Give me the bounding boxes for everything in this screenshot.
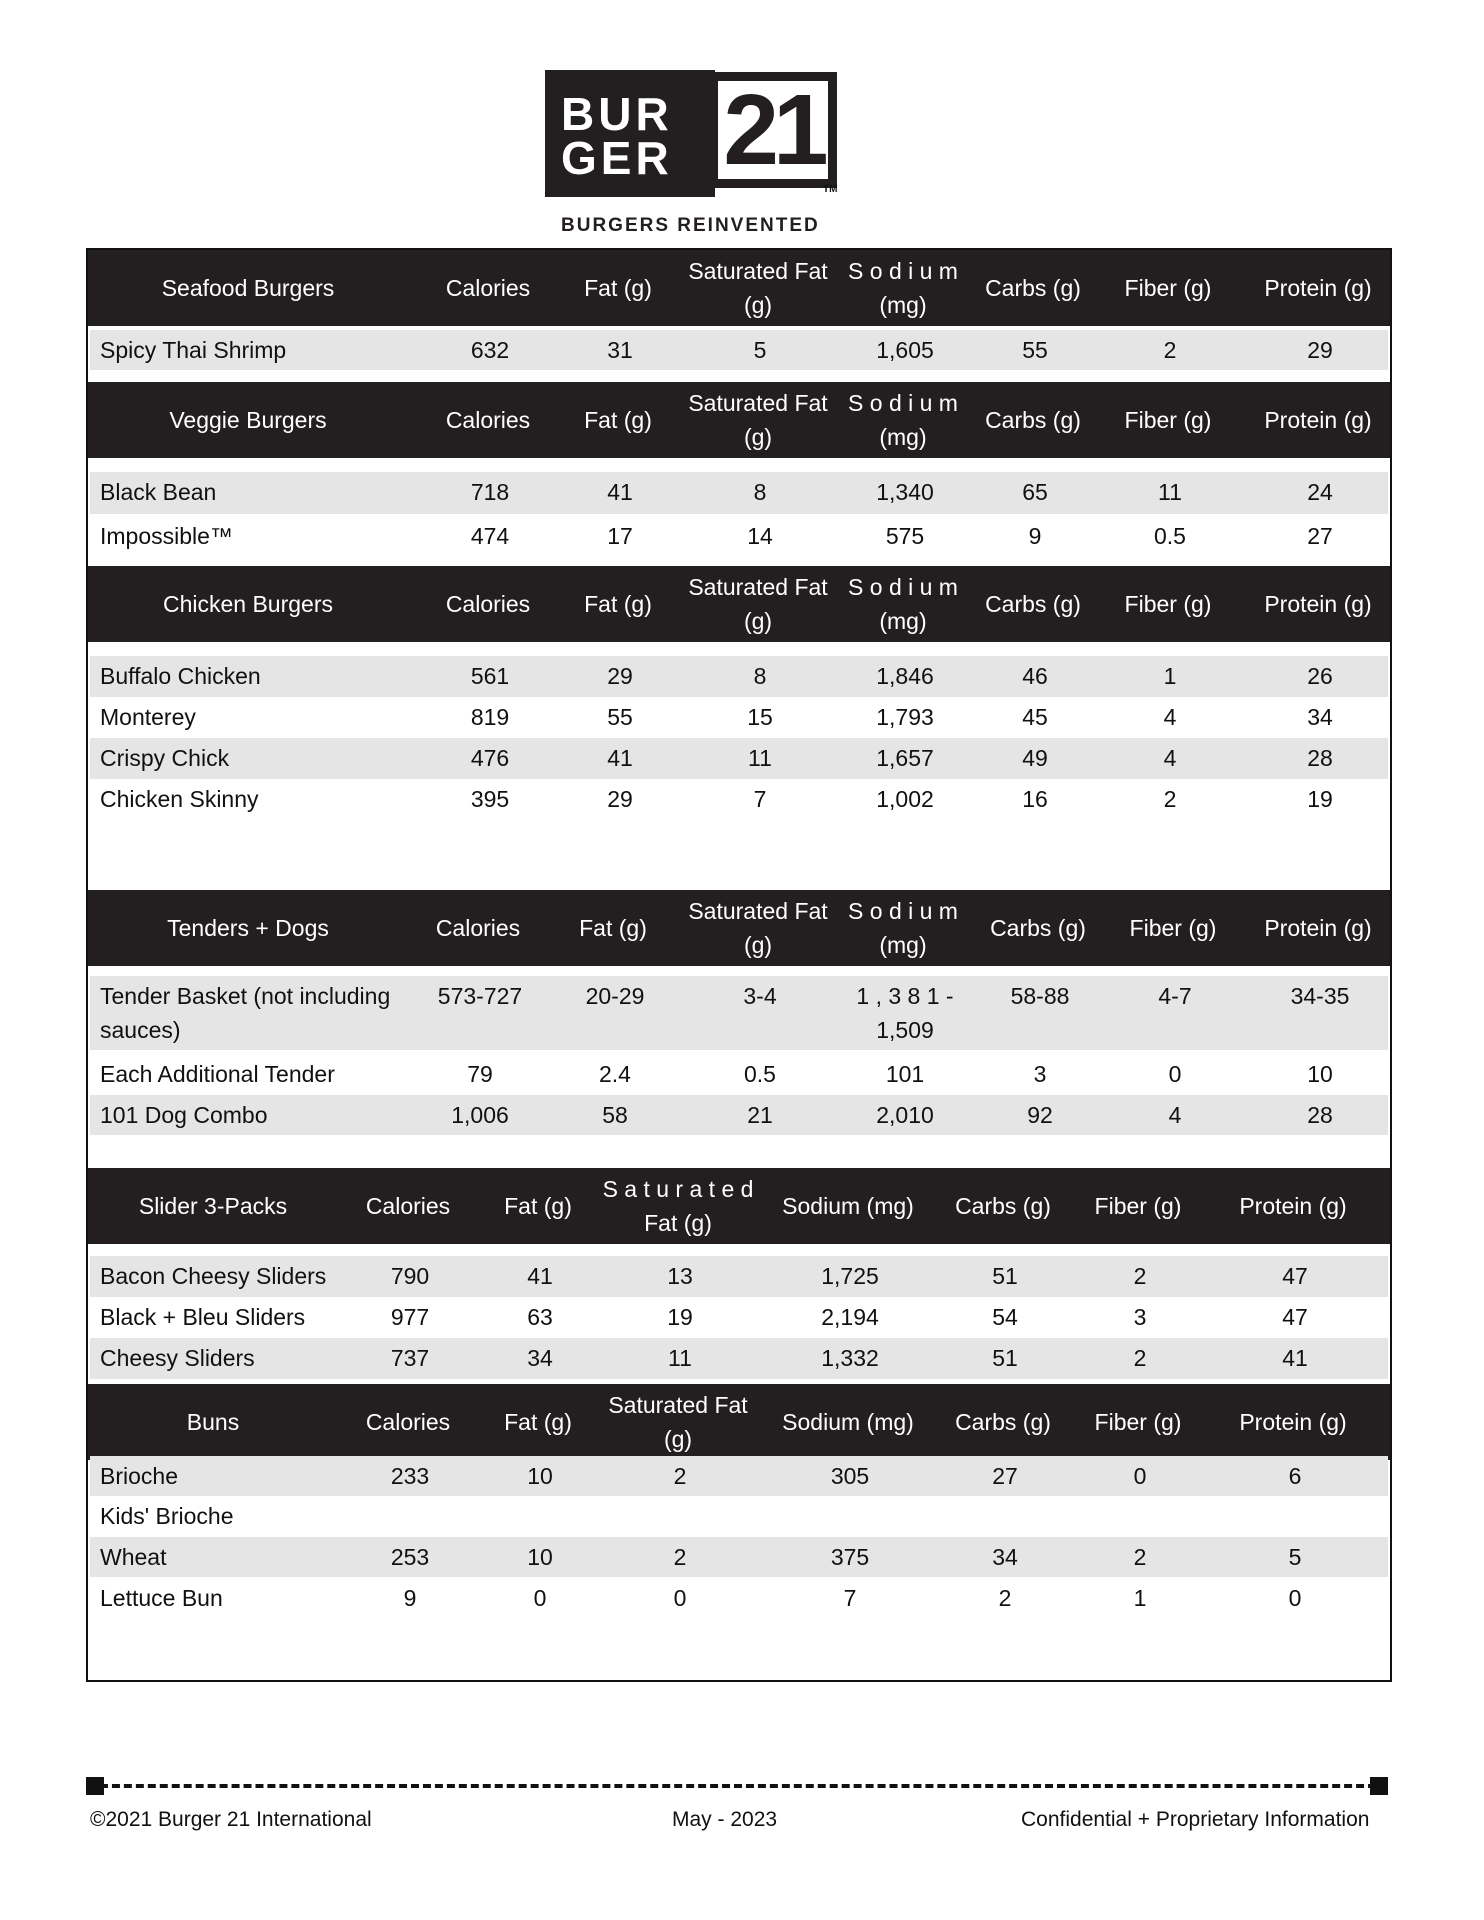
logo-trademark: TM — [823, 184, 838, 195]
sliders-header-cell: Slider 3-Packs — [138, 1193, 288, 1219]
veggie-header-cell: Calories — [445, 407, 531, 433]
tenders-header-cell: Saturated Fat (g) — [688, 898, 828, 958]
seafood-header-cell: Fat (g) — [584, 275, 652, 301]
nutrition-value: 8 — [753, 479, 767, 505]
nutrition-value: 561 — [470, 663, 510, 689]
nutrition-value: 11 — [748, 745, 772, 771]
nutrition-value: 47 — [1282, 1263, 1308, 1289]
table-row — [90, 697, 1388, 738]
nutrition-value: 47 — [1282, 1304, 1308, 1330]
item-name: Spicy Thai Shrimp — [100, 337, 287, 363]
item-name: Crispy Chick — [100, 745, 230, 771]
tenders-header-cell: Protein (g) — [1264, 915, 1372, 941]
item-name: Kids' Brioche — [100, 1503, 234, 1529]
nutrition-value: 0 — [533, 1585, 547, 1611]
nutrition-value: 2 — [1163, 337, 1177, 363]
tenders-header-cell: Calories — [435, 915, 521, 941]
nutrition-value: 24 — [1307, 479, 1333, 505]
nutrition-value: 5 — [753, 337, 767, 363]
veggie-header-cell: Saturated Fat (g) — [688, 390, 828, 450]
chicken-header-cell: Calories — [445, 591, 531, 617]
nutrition-value: 0.5 — [1154, 523, 1186, 549]
item-name: Cheesy Sliders — [100, 1345, 255, 1371]
nutrition-value: 20-29 — [585, 983, 645, 1009]
veggie-header-cell: Carbs (g) — [985, 407, 1081, 433]
footer-copyright: ©2021 Burger 21 International — [90, 1808, 372, 1831]
nutrition-value: 2 — [1133, 1544, 1147, 1570]
nutrition-value: 31 — [607, 337, 633, 363]
nutrition-value: 233 — [390, 1463, 430, 1489]
nutrition-value: 0 — [673, 1585, 687, 1611]
nutrition-value: 395 — [470, 786, 510, 812]
nutrition-value: 55 — [607, 704, 633, 730]
nutrition-value: 63 — [527, 1304, 553, 1330]
nutrition-value: 474 — [470, 523, 510, 549]
nutrition-value: 632 — [470, 337, 510, 363]
nutrition-value: 27 — [992, 1463, 1018, 1489]
nutrition-value: 1,006 — [451, 1102, 509, 1128]
footer-confidential: Confidential + Proprietary Information — [1021, 1808, 1370, 1831]
table-row — [90, 472, 1388, 514]
buns-header-cell: Protein (g) — [1239, 1409, 1347, 1435]
seafood-header-cell: Saturated Fat (g) — [688, 258, 828, 318]
logo-number-box — [709, 72, 837, 188]
nutrition-value: 46 — [1022, 663, 1048, 689]
sliders-header-cell: Carbs (g) — [955, 1193, 1051, 1219]
nutrition-value: 3 — [1133, 1304, 1147, 1330]
sliders-header-row — [88, 1168, 1390, 1244]
footer-line-end-right — [1370, 1777, 1388, 1795]
tagline: BURGERS REINVENTED — [561, 215, 820, 236]
table-row — [90, 976, 1388, 1050]
seafood-header-cell: Seafood Burgers — [161, 275, 335, 301]
chicken-header-cell: Fiber (g) — [1124, 591, 1212, 617]
table-row — [90, 1456, 1388, 1496]
footer-date: May - 2023 — [672, 1808, 778, 1831]
nutrition-value: 41 — [607, 745, 633, 771]
seafood-header-cell: S o d i u m (mg) — [848, 258, 958, 318]
chicken-header-cell: Chicken Burgers — [162, 591, 334, 617]
nutrition-value: 4 — [1163, 704, 1177, 730]
table-row — [90, 779, 1388, 820]
tenders-header-row — [88, 890, 1390, 966]
nutrition-value: 10 — [1307, 1061, 1333, 1087]
nutrition-value: 819 — [470, 704, 510, 730]
nutrition-value: 26 — [1307, 663, 1333, 689]
veggie-header-cell: Fat (g) — [584, 407, 652, 433]
chicken-header-cell: Saturated Fat (g) — [688, 574, 828, 634]
nutrition-value: 34-35 — [1290, 983, 1350, 1009]
buns-header-cell: Fat (g) — [504, 1409, 572, 1435]
table-row — [90, 516, 1388, 558]
buns-header-cell: Saturated Fat (g) — [608, 1392, 748, 1452]
buns-header-cell: Fiber (g) — [1094, 1409, 1182, 1435]
item-name: Impossible™ — [100, 523, 233, 549]
veggie-header-cell: S o d i u m (mg) — [848, 390, 958, 450]
nutrition-value: 41 — [1282, 1345, 1308, 1371]
nutrition-value: 1,002 — [876, 786, 934, 812]
logo-number: 21 — [723, 74, 823, 186]
nutrition-value: 41 — [527, 1263, 553, 1289]
sliders-header-cell: Fat (g) — [504, 1193, 572, 1219]
nutrition-value: 2 — [998, 1585, 1012, 1611]
nutrition-value: 16 — [1022, 786, 1048, 812]
nutrition-value: 2 — [1133, 1263, 1147, 1289]
chicken-header-cell: Carbs (g) — [985, 591, 1081, 617]
nutrition-value: 977 — [390, 1304, 430, 1330]
nutrition-value: 29 — [607, 663, 633, 689]
tenders-header-cell: Carbs (g) — [990, 915, 1086, 941]
nutrition-value: 101 — [885, 1061, 925, 1087]
nutrition-value: 2 — [1163, 786, 1177, 812]
table-row — [90, 656, 1388, 697]
item-name: Lettuce Bun — [100, 1585, 223, 1611]
nutrition-value: 28 — [1307, 1102, 1333, 1128]
nutrition-value: 1 — [1133, 1585, 1147, 1611]
nutrition-value: 11 — [668, 1345, 692, 1371]
nutrition-value: 575 — [885, 523, 925, 549]
nutrition-value: 9 — [1028, 523, 1042, 549]
buns-header-cell: Calories — [365, 1409, 451, 1435]
item-name: Monterey — [100, 704, 196, 730]
nutrition-value: 476 — [470, 745, 510, 771]
table-row — [90, 1496, 1388, 1536]
item-name: Black Bean — [100, 479, 217, 505]
item-name: Chicken Skinny — [100, 786, 259, 812]
nutrition-value: 10 — [527, 1463, 553, 1489]
nutrition-value: 45 — [1022, 704, 1048, 730]
nutrition-value: 2 — [1133, 1345, 1147, 1371]
table-row — [90, 1095, 1388, 1135]
seafood-header-cell: Fiber (g) — [1124, 275, 1212, 301]
item-name: Bacon Cheesy Sliders — [100, 1263, 327, 1289]
nutrition-value: 51 — [992, 1345, 1018, 1371]
tenders-header-cell: Fiber (g) — [1129, 915, 1217, 941]
tenders-header-cell: S o d i u m (mg) — [848, 898, 958, 958]
chicken-header-row — [88, 566, 1390, 642]
nutrition-value: 58 — [602, 1102, 628, 1128]
nutrition-value: 19 — [667, 1304, 693, 1330]
sliders-header-cell: S a t u r a t e d Fat (g) — [602, 1176, 754, 1236]
nutrition-value: 21 — [747, 1102, 773, 1128]
item-name: Black + Bleu Sliders — [100, 1304, 306, 1330]
nutrition-value: 34 — [527, 1345, 553, 1371]
nutrition-value: 17 — [607, 523, 633, 549]
veggie-header-row — [88, 382, 1390, 458]
nutrition-value: 79 — [467, 1061, 493, 1087]
nutrition-value: 54 — [992, 1304, 1018, 1330]
logo-dark-box — [545, 70, 715, 197]
nutrition-value: 1,793 — [876, 704, 934, 730]
nutrition-value: 0 — [1168, 1061, 1182, 1087]
item-name: Brioche — [100, 1463, 178, 1489]
tenders-header-cell: Fat (g) — [579, 915, 647, 941]
nutrition-value: 1,332 — [821, 1345, 879, 1371]
nutrition-value: 4 — [1168, 1102, 1182, 1128]
seafood-header-cell: Calories — [445, 275, 531, 301]
veggie-header-cell: Veggie Burgers — [169, 407, 327, 433]
nutrition-value: 375 — [830, 1544, 870, 1570]
sliders-header-cell: Calories — [365, 1193, 451, 1219]
nutrition-value: 3 — [1033, 1061, 1047, 1087]
nutrition-value: 3-4 — [743, 983, 777, 1009]
nutrition-value: 14 — [747, 523, 773, 549]
nutrition-value: 19 — [1307, 786, 1333, 812]
nutrition-value: 34 — [1307, 704, 1333, 730]
nutrition-value: 49 — [1022, 745, 1048, 771]
nutrition-value: 13 — [667, 1263, 693, 1289]
chicken-header-cell: Protein (g) — [1264, 591, 1372, 617]
nutrition-value: 55 — [1022, 337, 1048, 363]
nutrition-value: 29 — [607, 786, 633, 812]
logo-word — [561, 88, 673, 184]
table-row — [90, 1256, 1388, 1297]
seafood-header-row — [88, 250, 1390, 326]
nutrition-value: 573-727 — [437, 983, 523, 1009]
nutrition-value: 0 — [1133, 1463, 1147, 1489]
sliders-header-cell: Protein (g) — [1239, 1193, 1347, 1219]
table-row — [90, 1338, 1388, 1379]
nutrition-value: 7 — [843, 1585, 857, 1611]
nutrition-value: 1 , 3 8 1 - 1,509 — [856, 983, 954, 1043]
nutrition-value: 2 — [673, 1463, 687, 1489]
nutrition-value: 1,846 — [876, 663, 934, 689]
table-row — [90, 330, 1388, 370]
nutrition-value: 1,340 — [876, 479, 934, 505]
table-row — [90, 1537, 1388, 1577]
sliders-header-cell: Fiber (g) — [1094, 1193, 1182, 1219]
buns-header-cell: Buns — [186, 1409, 240, 1435]
item-name: Buffalo Chicken — [100, 663, 261, 689]
nutrition-value: 58-88 — [1010, 983, 1070, 1009]
nutrition-value: 9 — [403, 1585, 417, 1611]
buns-header-cell: Carbs (g) — [955, 1409, 1051, 1435]
item-name: Tender Basket (not including sauces) — [100, 983, 391, 1043]
nutrition-value: 2,194 — [821, 1304, 879, 1330]
nutrition-value: 7 — [753, 786, 767, 812]
item-name: Wheat — [100, 1544, 167, 1570]
nutrition-value: 0 — [1288, 1585, 1302, 1611]
table-row — [90, 1054, 1388, 1094]
sliders-header-cell: Sodium (mg) — [782, 1193, 914, 1219]
nutrition-value: 2,010 — [876, 1102, 934, 1128]
nutrition-value: 8 — [753, 663, 767, 689]
nutrition-value: 305 — [830, 1463, 870, 1489]
nutrition-value: 4-7 — [1158, 983, 1192, 1009]
buns-header-cell: Sodium (mg) — [782, 1409, 914, 1435]
table-row — [90, 738, 1388, 779]
veggie-header-cell: Protein (g) — [1264, 407, 1372, 433]
nutrition-value: 2.4 — [599, 1061, 631, 1087]
brand-logo — [545, 70, 845, 242]
table-row — [90, 1578, 1388, 1618]
nutrition-value: 5 — [1288, 1544, 1302, 1570]
nutrition-value: 28 — [1307, 745, 1333, 771]
nutrition-value: 11 — [1158, 479, 1182, 505]
buns-header-row — [88, 1384, 1390, 1460]
nutrition-value: 790 — [390, 1263, 430, 1289]
nutrition-value: 34 — [992, 1544, 1018, 1570]
item-name: Each Additional Tender — [100, 1061, 335, 1087]
nutrition-value: 51 — [992, 1263, 1018, 1289]
nutrition-value: 253 — [390, 1544, 430, 1570]
chicken-header-cell: Fat (g) — [584, 591, 652, 617]
nutrition-value: 1,657 — [876, 745, 934, 771]
nutrition-value: 1,725 — [821, 1263, 879, 1289]
table-row — [90, 1297, 1388, 1338]
nutrition-value: 718 — [470, 479, 510, 505]
nutrition-value: 27 — [1307, 523, 1333, 549]
nutrition-value: 1 — [1163, 663, 1177, 689]
nutrition-value: 92 — [1027, 1102, 1053, 1128]
nutrition-value: 1,605 — [876, 337, 934, 363]
nutrition-value: 6 — [1288, 1463, 1302, 1489]
nutrition-value: 10 — [527, 1544, 553, 1570]
nutrition-value: 15 — [747, 704, 773, 730]
veggie-header-cell: Fiber (g) — [1124, 407, 1212, 433]
item-name: 101 Dog Combo — [100, 1102, 268, 1128]
tenders-header-cell: Tenders + Dogs — [167, 915, 329, 941]
logo-line2: GER — [561, 132, 673, 184]
chicken-header-cell: S o d i u m (mg) — [848, 574, 958, 634]
nutrition-value: 29 — [1307, 337, 1333, 363]
seafood-header-cell: Protein (g) — [1264, 275, 1372, 301]
footer-divider — [88, 1784, 1388, 1788]
nutrition-value: 2 — [673, 1544, 687, 1570]
nutrition-value: 0.5 — [744, 1061, 776, 1087]
nutrition-value: 65 — [1022, 479, 1048, 505]
nutrition-value: 4 — [1163, 745, 1177, 771]
nutrition-value: 737 — [390, 1345, 430, 1371]
seafood-header-cell: Carbs (g) — [985, 275, 1081, 301]
logo-line1: BUR — [561, 88, 673, 140]
nutrition-value: 41 — [607, 479, 633, 505]
